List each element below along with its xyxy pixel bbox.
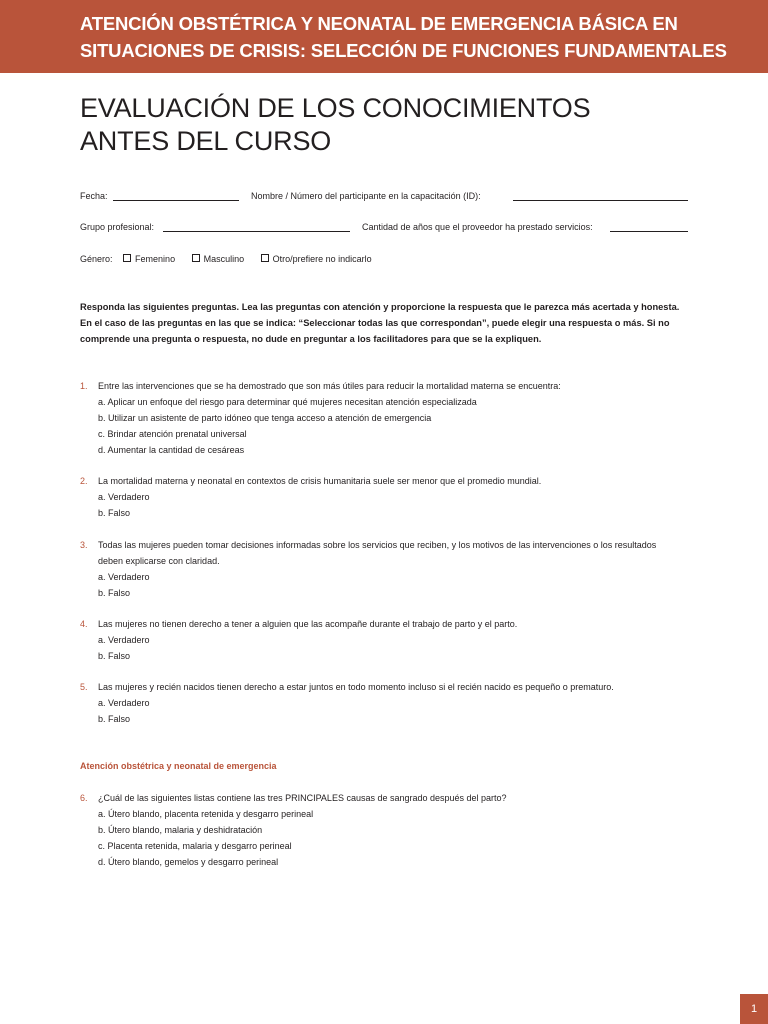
question-number: 4. [80, 619, 88, 629]
question-1 [80, 378, 680, 458]
page-number: 1 [740, 994, 768, 1024]
document-title-line-1: EVALUACIÓN DE LOS CONOCIMIENTOS [80, 93, 591, 123]
question-4 [80, 616, 680, 664]
question-6 [80, 790, 680, 870]
checkbox-icon[interactable] [192, 254, 200, 262]
document-title-line-2: ANTES DEL CURSO [80, 126, 332, 156]
answer-options [98, 632, 680, 664]
question-number: 5. [80, 682, 88, 692]
gender-option-femenino[interactable]: Femenino [123, 254, 175, 264]
grupo-field[interactable] [163, 231, 350, 232]
checkbox-icon[interactable] [123, 254, 131, 262]
answer-option[interactable]: a. Aplicar un enfoque del riesgo para determinar qué mujeres necesitan atención especializada [98, 397, 477, 407]
answer-option[interactable]: c. Brindar atención prenatal universal [98, 429, 247, 439]
gender-row [80, 251, 372, 267]
answer-option[interactable]: a. Útero blando, placenta retenida y desgarro perineal [98, 809, 314, 819]
answer-option[interactable]: a. Verdadero [98, 572, 150, 582]
question-2 [80, 473, 680, 521]
document-title [80, 92, 590, 158]
answer-options [98, 806, 680, 870]
fecha-field[interactable] [113, 200, 239, 201]
banner-title-line-1: ATENCIÓN OBSTÉTRICA Y NEONATAL DE EMERGENCIA BÁSICA EN [80, 13, 678, 34]
section-heading: Atención obstétrica y neonatal de emergencia [80, 761, 277, 771]
question-3 [80, 537, 660, 601]
answer-option[interactable]: b. Falso [98, 508, 131, 518]
gender-option-otro[interactable]: Otro/prefiere no indicarlo [261, 254, 372, 264]
question-text: Las mujeres y recién nacidos tienen derecho a estar juntos en todo momento incluso si el recién nacido es pequeño o prematuro. [98, 682, 614, 692]
header-banner [0, 0, 768, 73]
answer-option[interactable]: b. Utilizar un asistente de parto idóneo que tenga acceso a atención de emergencia [98, 413, 432, 423]
answer-options [98, 489, 680, 521]
question-number: 3. [80, 540, 88, 550]
gender-label: Género: [80, 254, 113, 264]
answer-option[interactable]: a. Verdadero [98, 698, 150, 708]
answer-option[interactable]: d. Aumentar la cantidad de cesáreas [98, 445, 245, 455]
answer-option[interactable]: b. Falso [98, 588, 131, 598]
question-number: 6. [80, 793, 88, 803]
answer-options [98, 394, 680, 458]
nombre-label: Nombre / Número del participante en la capacitación (ID): [251, 191, 481, 201]
question-number: 1. [80, 381, 88, 391]
anios-field[interactable] [610, 231, 688, 232]
question-text: ¿Cuál de las siguientes listas contiene las tres PRINCIPALES causas de sangrado después del parto? [98, 793, 507, 803]
gender-option-masculino[interactable]: Masculino [192, 254, 245, 264]
participant-fields-row [80, 188, 688, 204]
banner-title [80, 10, 740, 64]
answer-options [98, 569, 660, 601]
question-5 [80, 679, 700, 727]
answer-option[interactable]: a. Verdadero [98, 492, 150, 502]
answer-option[interactable]: d. Útero blando, gemelos y desgarro perineal [98, 857, 279, 867]
nombre-field[interactable] [513, 200, 688, 201]
instructions: Responda las siguientes preguntas. Lea las preguntas con atención y proporcione la respuesta que le parezca más acertada y honesta. En el caso de las preguntas en las que se indica: “Seleccionar todas las que correspondan”, puede elegir una respuesta o más. Si no comprende una pregunta o respuesta, no dude en preguntar a los facilitadores para que se la expliquen. [80, 302, 680, 344]
answer-option[interactable]: b. Útero blando, malaria y deshidratación [98, 825, 263, 835]
grupo-label: Grupo profesional: [80, 222, 155, 232]
professional-fields-row [80, 219, 688, 235]
banner-title-line-2: SITUACIONES DE CRISIS: SELECCIÓN DE FUNCIONES FUNDAMENTALES [80, 40, 727, 61]
question-number: 2. [80, 476, 88, 486]
question-text: Todas las mujeres pueden tomar decisiones informadas sobre los servicios que reciben, y los motivos de las intervenciones o los resultados deben explicarse con claridad. [98, 540, 657, 566]
answer-option[interactable]: b. Falso [98, 651, 131, 661]
question-text: Las mujeres no tienen derecho a tener a alguien que las acompañe durante el trabajo de parto y el parto. [98, 619, 518, 629]
answer-options [98, 695, 700, 727]
anios-label: Cantidad de años que el proveedor ha prestado servicios: [362, 222, 593, 232]
fecha-label: Fecha: [80, 191, 108, 201]
checkbox-icon[interactable] [261, 254, 269, 262]
answer-option[interactable]: a. Verdadero [98, 635, 150, 645]
question-text: Entre las intervenciones que se ha demostrado que son más útiles para reducir la mortalidad materna se encuentra: [98, 381, 561, 391]
question-text: La mortalidad materna y neonatal en contextos de crisis humanitaria suele ser menor que el promedio mundial. [98, 476, 542, 486]
answer-option[interactable]: b. Falso [98, 714, 131, 724]
answer-option[interactable]: c. Placenta retenida, malaria y desgarro perineal [98, 841, 292, 851]
